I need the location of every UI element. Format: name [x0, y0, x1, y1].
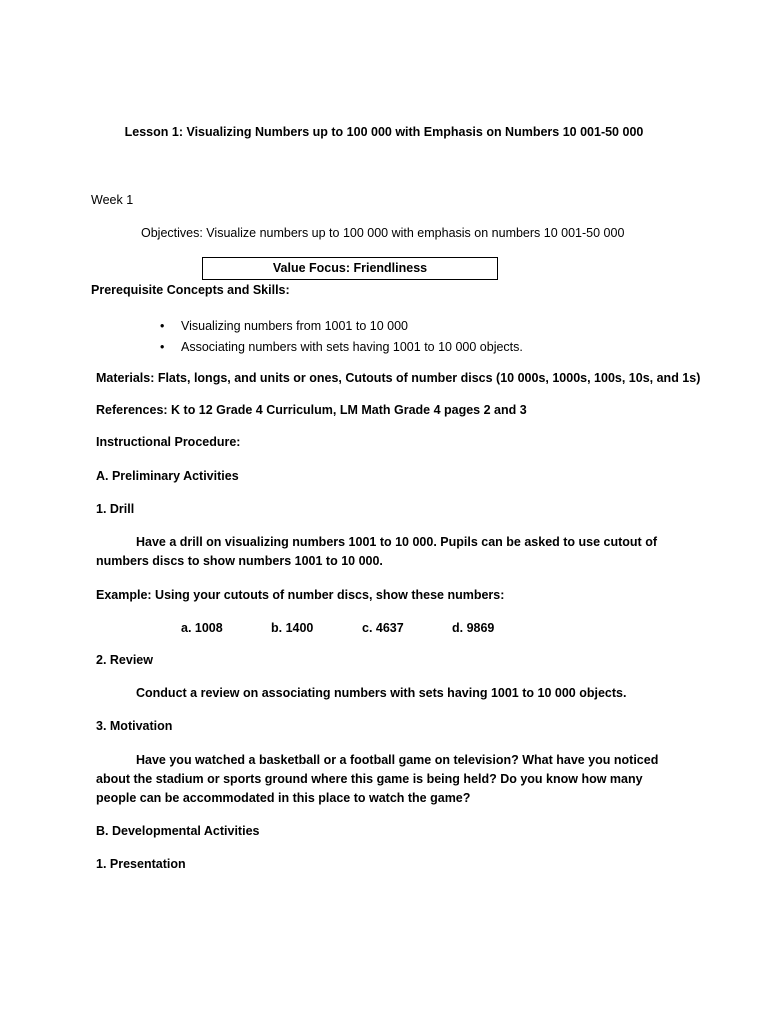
presentation-heading: 1. Presentation [96, 857, 186, 871]
section-a-heading: A. Preliminary Activities [96, 469, 239, 483]
instructional-procedure-heading: Instructional Procedure: [96, 435, 241, 449]
review-heading: 2. Review [96, 653, 153, 667]
week-label: Week 1 [91, 193, 134, 207]
materials: Materials: Flats, longs, and units or ones, Cutouts of number discs (10 000s, 1000s, 100s, 10s, and 1s) [96, 371, 701, 385]
prerequisite-text: Visualizing numbers from 1001 to 10 000 [181, 319, 408, 333]
prerequisite-heading: Prerequisite Concepts and Skills: [91, 283, 290, 297]
bullet-icon: • [160, 319, 165, 333]
example-item-d: d. 9869 [452, 621, 495, 635]
drill-heading: 1. Drill [96, 502, 135, 516]
list-item [160, 316, 523, 337]
example-item-b: b. 1400 [271, 621, 314, 635]
review-paragraph: Conduct a review on associating numbers with sets having 1001 to 10 000 objects. [136, 686, 627, 700]
objectives: Objectives: Visualize numbers up to 100 000 with emphasis on numbers 10 001-50 000 [141, 226, 625, 240]
bullet-icon: • [160, 340, 165, 354]
list-item [160, 337, 523, 358]
drill-paragraph: Have a drill on visualizing numbers 1001 to 10 000. Pupils can be asked to use cutout of numbers discs to show numbers 1001 to 10 000. [96, 535, 657, 568]
motivation-paragraph: Have you watched a basketball or a football game on television? What have you noticed about the stadium or sports ground where this game is being held? Do you know how many people can be accommodated in this place to watch the game? [96, 753, 659, 805]
references: References: K to 12 Grade 4 Curriculum, LM Math Grade 4 pages 2 and 3 [96, 403, 527, 417]
example-line: Example: Using your cutouts of number discs, show these numbers: [96, 588, 505, 602]
value-focus-box: Value Focus: Friendliness [202, 257, 498, 280]
section-b-heading: B. Developmental Activities [96, 824, 260, 838]
example-item-a: a. 1008 [181, 621, 223, 635]
motivation-heading: 3. Motivation [96, 719, 173, 733]
prerequisite-text: Associating numbers with sets having 1001 to 10 000 objects. [181, 340, 523, 354]
example-item-c: c. 4637 [362, 621, 404, 635]
lesson-title: Lesson 1: Visualizing Numbers up to 100 000 with Emphasis on Numbers 10 001-50 000 [124, 125, 644, 139]
prerequisite-list [160, 316, 523, 358]
